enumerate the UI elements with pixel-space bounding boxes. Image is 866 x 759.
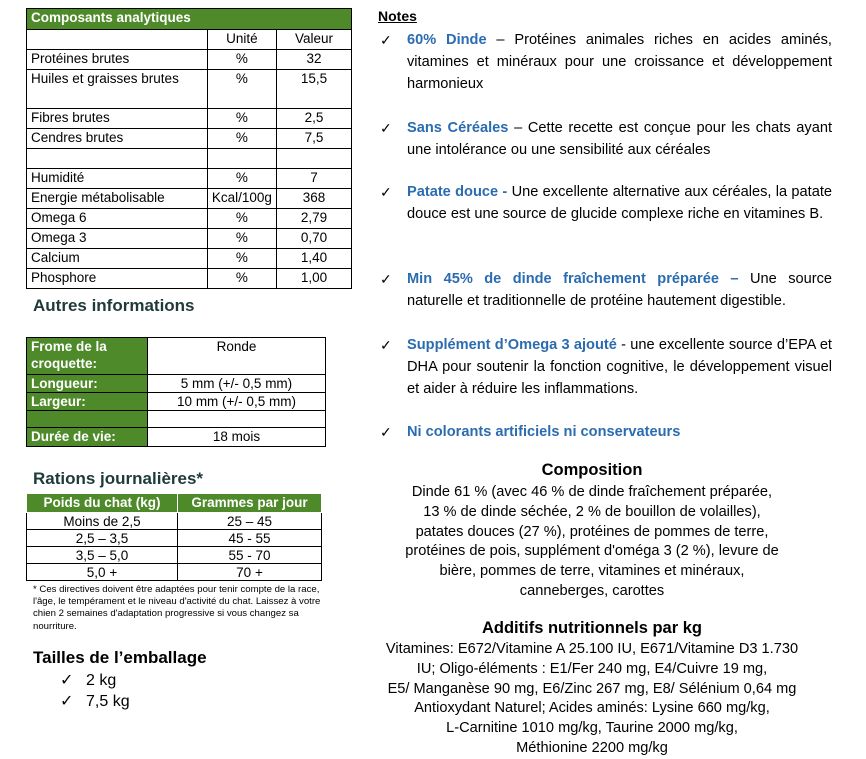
- row-label: Frome de la croquette:: [27, 338, 148, 375]
- list-item: [380, 182, 832, 226]
- table-row: [27, 129, 352, 149]
- row-label: Longueur:: [27, 375, 148, 393]
- row-value: 2,5: [276, 109, 351, 129]
- pack-size: 7,5 kg: [86, 693, 130, 710]
- row-name: Omega 6: [27, 209, 208, 229]
- list-item: [380, 335, 832, 400]
- rations-footnote: * Ces directives doivent être adaptées pour tenir compte de la race, l'âge, le tempérament et le niveau d'activité du chat. Laissez à votre chien 2 semaines d'adaptation progressive si vous changez sa nourriture.: [33, 584, 321, 632]
- row-name: Fibres brutes: [27, 109, 208, 129]
- row-unit: %: [207, 70, 276, 109]
- row-value: 1,40: [276, 249, 351, 269]
- row-value: 0,70: [276, 229, 351, 249]
- list-item: [380, 269, 832, 313]
- additives-title: Additifs nutritionnels par kg: [481, 619, 702, 637]
- table-row: [27, 149, 352, 169]
- check-icon: ✓: [380, 184, 392, 200]
- table-row: [27, 375, 326, 393]
- table-row: [27, 169, 352, 189]
- composition-line: protéines de pois, supplément d'oméga 3 (2 %), levure de: [405, 543, 779, 560]
- row-unit: %: [207, 249, 276, 269]
- other-info-table: [26, 337, 326, 447]
- row-weight: 5,0 +: [27, 564, 178, 581]
- note-highlight: Ni colorants artificiels ni conservateurs: [407, 424, 681, 440]
- row-grams: 45 - 55: [178, 530, 322, 547]
- table-row: [27, 530, 322, 547]
- rations-table: [26, 493, 322, 581]
- rations-title: Rations journalières*: [33, 469, 204, 488]
- row-value: 32: [276, 50, 351, 70]
- row-unit: %: [207, 129, 276, 149]
- row-unit: %: [207, 109, 276, 129]
- table-row: [27, 209, 352, 229]
- check-icon: ✓: [380, 271, 392, 287]
- check-icon: ✓: [380, 337, 392, 353]
- row-name: Cendres brutes: [27, 129, 208, 149]
- row-grams: 55 - 70: [178, 547, 322, 564]
- row-value: 1,00: [276, 269, 351, 289]
- row-name: Huiles et graisses brutes: [27, 70, 208, 109]
- additives-line: Vitamines: E672/Vitamine A 25.100 IU, E671/Vitamine D3 1.730: [385, 641, 799, 657]
- note-highlight: Min 45% de dinde fraîchement préparée –: [407, 271, 739, 287]
- additives-line: IU; Oligo-éléments : E1/Fer 240 mg, E4/Cuivre 19 mg,: [416, 660, 768, 677]
- row-label: [27, 411, 148, 428]
- row-weight: 2,5 – 3,5: [27, 530, 178, 547]
- list-item: [380, 118, 832, 162]
- composition-line: bière, pommes de terre, vitamines et minéraux,: [439, 563, 745, 580]
- row-name: [27, 149, 208, 169]
- row-value: 368: [276, 189, 351, 209]
- additives-line: L-Carnitine 1010 mg/kg, Taurine 2000 mg/kg,: [446, 720, 738, 737]
- additives-line: E5/ Manganèse 90 mg, E6/Zinc 267 mg, E8/ Sélénium 0,64 mg: [387, 680, 797, 697]
- row-unit: %: [207, 269, 276, 289]
- note-text: Une excellente alternative aux céréales, la patate douce est une source de glucide complexe riche en vitamines B.: [407, 184, 832, 222]
- list-item: [60, 691, 130, 711]
- table-row: [27, 249, 352, 269]
- composition-line: canneberges, carottes: [519, 582, 665, 599]
- row-grams: 25 – 45: [178, 513, 322, 530]
- row-name: Protéines brutes: [27, 50, 208, 70]
- table-row: [27, 428, 326, 447]
- note-highlight: 60% Dinde: [407, 32, 487, 48]
- row-value: 7,5: [276, 129, 351, 149]
- row-label: Durée de vie:: [27, 428, 148, 447]
- notes-title: Notes: [378, 8, 417, 24]
- other-info-title: Autres informations: [33, 296, 195, 315]
- note-text: - une excellente source d’EPA et DHA pour soutenir la fonction cognitive, le développement visuel et aider à réduire les inflammations.: [407, 337, 832, 397]
- analysis-header-unit: Unité: [207, 30, 276, 50]
- row-name: Calcium: [27, 249, 208, 269]
- check-icon: ✓: [380, 32, 392, 48]
- row-grams: 70 +: [178, 564, 322, 581]
- check-icon: ✓: [60, 672, 74, 689]
- row-value: Ronde: [148, 338, 326, 375]
- table-row: [27, 513, 322, 530]
- row-value: 7: [276, 169, 351, 189]
- table-row: [27, 393, 326, 411]
- row-label: Largeur:: [27, 393, 148, 411]
- row-value: 5 mm (+/- 0,5 mm): [148, 375, 326, 393]
- pack-size: 2 kg: [86, 672, 117, 689]
- note-highlight: Supplément d’Omega 3 ajouté: [407, 337, 617, 353]
- analysis-header-blank: [27, 30, 208, 50]
- row-name: Energie métabolisable: [27, 189, 208, 209]
- additives-line: Antioxydant Naturel; Acides aminés: Lysine 660 mg/kg,: [414, 700, 770, 717]
- row-value: [148, 411, 326, 428]
- note-text: – Cette recette est conçue pour les chats ayant une intolérance ou une sensibilité aux céréales: [407, 120, 832, 158]
- row-value: 18 mois: [148, 428, 326, 447]
- composition-line: patates douces (27 %), protéines de pommes de terre,: [415, 523, 769, 540]
- row-unit: %: [207, 169, 276, 189]
- table-row: [27, 189, 352, 209]
- table-row: [27, 564, 322, 581]
- row-name: Humidité: [27, 169, 208, 189]
- table-row: [27, 411, 326, 428]
- row-unit: %: [207, 209, 276, 229]
- row-unit: %: [207, 229, 276, 249]
- row-weight: 3,5 – 5,0: [27, 547, 178, 564]
- list-item: [380, 30, 832, 95]
- row-value: 10 mm (+/- 0,5 mm): [148, 393, 326, 411]
- list-item: [60, 670, 116, 690]
- row-name: Phosphore: [27, 269, 208, 289]
- check-icon: ✓: [380, 424, 392, 440]
- packaging-title: Tailles de l’emballage: [33, 648, 207, 667]
- composition-line: 13 % de dinde séchée, 2 % de bouillon de volailles),: [423, 503, 761, 520]
- table-row: [27, 338, 326, 375]
- composition-line: Dinde 61 % (avec 46 % de dinde fraîchement préparée,: [411, 484, 773, 500]
- additives-line: Méthionine 2200 mg/kg: [516, 739, 668, 756]
- row-weight: Moins de 2,5: [27, 513, 178, 530]
- analysis-table: [26, 8, 352, 289]
- composition-text: [350, 483, 834, 602]
- table-row: [27, 269, 352, 289]
- row-name: Omega 3: [27, 229, 208, 249]
- table-row: [27, 50, 352, 70]
- row-value: 15,5: [276, 70, 351, 109]
- note-highlight: Sans Céréales: [407, 120, 509, 136]
- table-row: [27, 109, 352, 129]
- row-unit: %: [207, 50, 276, 70]
- rations-header-weight: Poids du chat (kg): [27, 494, 178, 513]
- check-icon: ✓: [380, 120, 392, 136]
- table-row: [27, 547, 322, 564]
- note-text: – Protéines animales riches en acides aminés, vitamines et minéraux pour une croissance et développement harmonieux: [407, 32, 832, 92]
- list-item: [380, 422, 832, 444]
- row-value: 2,79: [276, 209, 351, 229]
- additives-text: [350, 640, 834, 759]
- row-value: [276, 149, 351, 169]
- rations-header-grams: Grammes par jour: [178, 494, 322, 513]
- note-text: Une source naturelle et traditionnelle de protéine hautement digestible.: [407, 271, 833, 309]
- composition-title: Composition: [541, 461, 643, 479]
- note-highlight: Patate douce -: [407, 184, 508, 200]
- row-unit: [207, 149, 276, 169]
- analysis-header-value: Valeur: [276, 30, 351, 50]
- row-unit: Kcal/100g: [207, 189, 276, 209]
- table-row: [27, 229, 352, 249]
- check-icon: ✓: [60, 693, 74, 710]
- analysis-title: Composants analytiques: [27, 9, 352, 30]
- table-row: [27, 70, 352, 109]
